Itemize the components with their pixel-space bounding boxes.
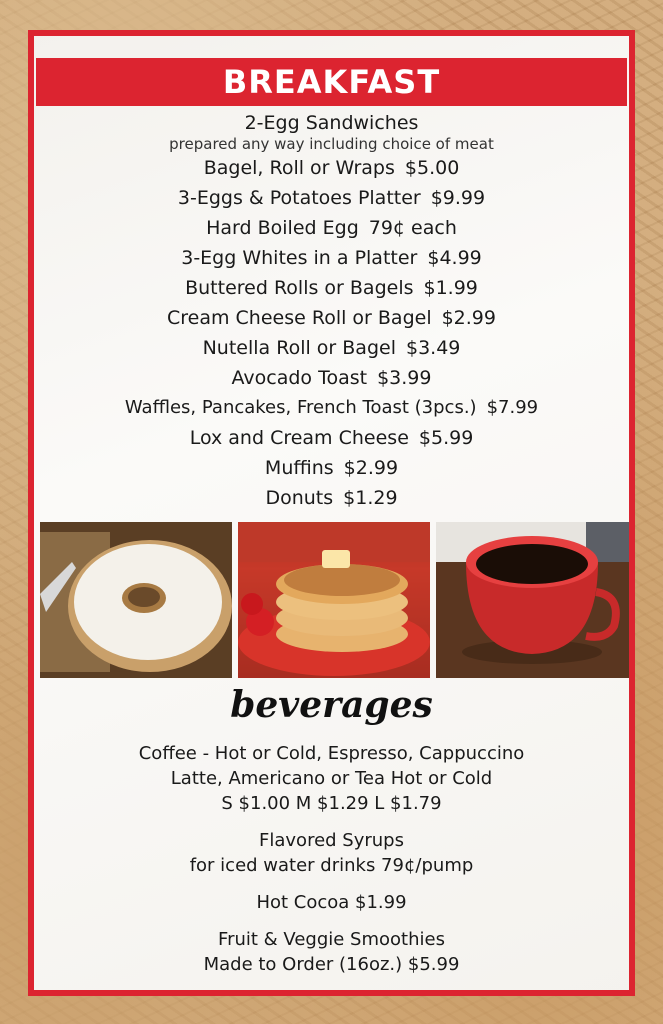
syrups-line-1: Flavored Syrups (259, 830, 404, 851)
item-name: Donuts (265, 487, 334, 509)
item-name: 3-Eggs & Potatoes Platter (177, 187, 421, 209)
beverages-list (34, 741, 629, 977)
item-price: $5.99 (418, 427, 474, 449)
menu-item (34, 303, 629, 333)
menu-item (34, 183, 629, 213)
hot-cocoa: Hot Cocoa $1.99 (256, 892, 407, 913)
smoothies-line-2: Made to Order (16oz.) $5.99 (203, 954, 460, 975)
sandwich-subheading: prepared any way including choice of meat (169, 135, 494, 153)
item-name: Muffins (264, 457, 334, 479)
item-price: $2.99 (343, 457, 399, 479)
item-name: Nutella Roll or Bagel (202, 337, 396, 359)
menu-item (34, 243, 629, 273)
menu-item (34, 363, 629, 393)
item-name: Avocado Toast (231, 367, 368, 389)
menu-item (34, 153, 629, 183)
waffles-photo (238, 522, 430, 678)
item-name: Lox and Cream Cheese (189, 427, 409, 449)
bagel-cream-cheese-photo (40, 522, 232, 678)
item-name: 3-Egg Whites in a Platter (181, 247, 418, 269)
item-price: 79¢ each (368, 217, 457, 239)
coffee-line-1: Coffee - Hot or Cold, Espresso, Cappuccino (138, 743, 525, 764)
beverages-title: beverages (230, 684, 433, 726)
menu-card (28, 30, 635, 996)
item-price: $7.99 (486, 397, 539, 418)
menu-item (34, 393, 629, 423)
menu-item (34, 273, 629, 303)
item-price: $3.99 (377, 367, 432, 389)
item-name: Bagel, Roll or Wraps (203, 157, 395, 179)
item-price: $5.00 (404, 157, 460, 179)
item-name: Cream Cheese Roll or Bagel (166, 307, 432, 329)
menu-item (34, 453, 629, 483)
sandwich-heading: 2-Egg Sandwiches (244, 112, 419, 134)
item-price: $2.99 (441, 307, 496, 329)
item-name: Buttered Rolls or Bagels (185, 277, 414, 299)
food-photos (40, 522, 629, 678)
coffee-line-2: Latte, Americano or Tea Hot or Cold (170, 768, 493, 789)
menu-item (34, 423, 629, 453)
breakfast-items (34, 111, 629, 513)
menu-item (34, 213, 629, 243)
item-price: $1.99 (423, 277, 478, 299)
coffee-sizes: S $1.00 M $1.29 L $1.79 (221, 793, 442, 814)
breakfast-banner: BREAKFAST (36, 58, 627, 106)
item-name: Waffles, Pancakes, French Toast (3pcs.) (124, 397, 477, 418)
syrups-line-2: for iced water drinks 79¢/pump (189, 855, 474, 876)
menu-item (34, 333, 629, 363)
coffee-cup-photo (436, 522, 629, 678)
item-price: $4.99 (427, 247, 482, 269)
item-price: $9.99 (430, 187, 486, 209)
item-price: $3.49 (405, 337, 461, 359)
smoothies-line-1: Fruit & Veggie Smoothies (218, 929, 445, 950)
item-name: Hard Boiled Egg (206, 217, 359, 239)
item-price: $1.29 (343, 487, 398, 509)
menu-item (34, 483, 629, 513)
